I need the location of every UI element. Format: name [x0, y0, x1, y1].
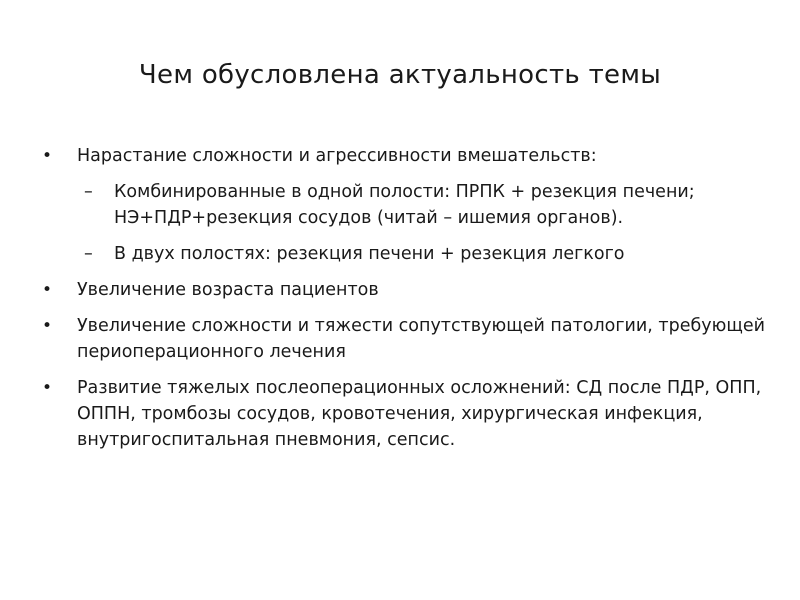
- bullet-list: [40, 143, 780, 463]
- list-item: [40, 313, 780, 365]
- dash-icon: –: [84, 244, 93, 264]
- bullet-icon: •: [42, 146, 53, 166]
- list-item-text: Увеличение сложности и тяжести сопутствующей патологии, требующей периоперационного лечения: [77, 316, 765, 362]
- slide-title: Чем обусловлена актуальность темы: [138, 60, 662, 90]
- list-item-text: Развитие тяжелых послеоперационных осложнений: СД после ПДР, ОПП, ОППН, тромбозы сосудов, кровотечения, хирургическая инфекция, внутригоспитальная пневмония, сепсис.: [77, 378, 762, 450]
- sub-list-item: [40, 179, 780, 231]
- sub-list-item-text: В двух полостях: резекция печени + резекция легкого: [114, 244, 625, 264]
- bullet-icon: •: [42, 316, 53, 336]
- bullet-icon: •: [42, 280, 53, 300]
- dash-icon: –: [84, 182, 93, 202]
- list-item: [40, 277, 780, 303]
- sub-list-item-text: Комбинированные в одной полости: ПРПК + резекция печени; НЭ+ПДР+резекция сосудов (читай – ишемия органов).: [114, 182, 695, 228]
- list-item: [40, 375, 780, 453]
- list-item: [40, 143, 780, 169]
- list-item-text: Увеличение возраста пациентов: [77, 280, 379, 300]
- sub-list-item: [40, 241, 780, 267]
- bullet-icon: •: [42, 378, 53, 398]
- list-item-text: Нарастание сложности и агрессивности вмешательств:: [77, 146, 597, 166]
